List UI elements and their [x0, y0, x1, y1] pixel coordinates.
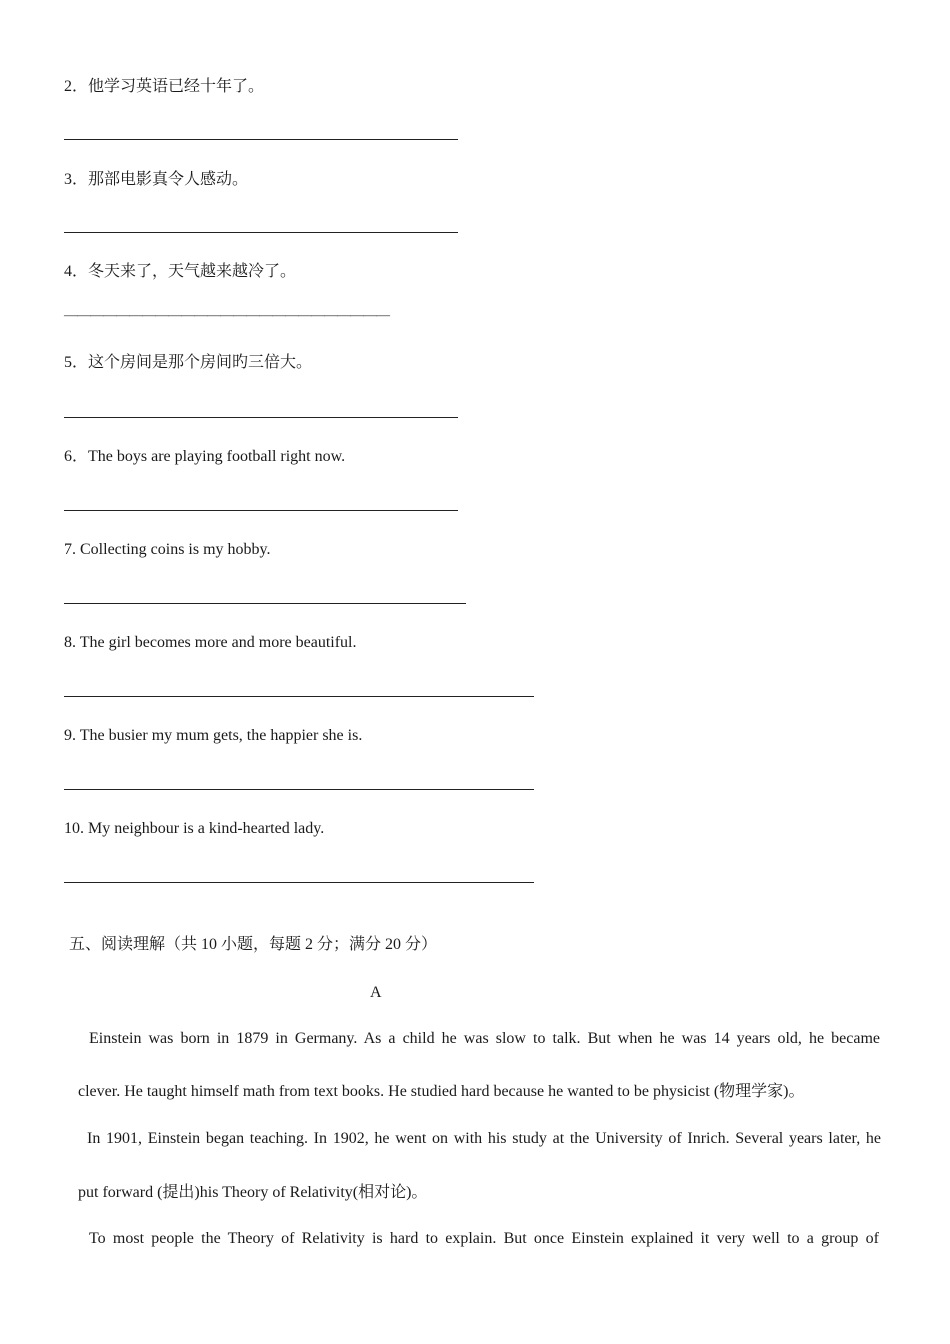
answer-line-4: ————————————————————————— [64, 308, 389, 323]
answer-line-8 [64, 696, 534, 697]
question-2: 2．他学习英语已经十年了。 [64, 78, 265, 95]
passage-p2-line2: put forward (提出)his Theory of Relativity(相对论)。 [78, 1184, 428, 1201]
answer-line-5 [64, 417, 458, 418]
answer-line-10 [64, 882, 534, 883]
question-9: 9. The busier my mum gets, the happier she is. [64, 727, 363, 744]
answer-line-7 [64, 603, 466, 604]
section-heading: 五、阅读理解（共 10 小题，每题 2 分；满分 20 分） [69, 936, 438, 953]
answer-line-6 [64, 510, 458, 511]
question-4: 4．冬天来了，天气越来越冷了。 [64, 263, 297, 280]
question-5: 5．这个房间是那个房间旳三倍大。 [64, 354, 313, 371]
answer-line-2 [64, 139, 458, 140]
question-6: 6．The boys are playing football right now. [64, 448, 346, 465]
question-7: 7. Collecting coins is my hobby. [64, 541, 271, 558]
answer-line-9 [64, 789, 534, 790]
passage-p1-line2: clever. He taught himself math from text books. He studied hard because he wanted to be physicist (物理学家)。 [78, 1083, 805, 1100]
passage-p1-line1: Einstein was born in 1879 in Germany. As a child he was slow to talk. But when he was 14 years old, he became [89, 1030, 880, 1047]
passage-label: A [370, 984, 382, 1001]
passage-p3-line1: To most people the Theory of Relativity is hard to explain. But once Einstein explained it very well to a group of [89, 1230, 879, 1247]
passage-p2-line1: In 1901, Einstein began teaching. In 1902, he went on with his study at the University of Inrich. Several years later, he [87, 1130, 881, 1147]
answer-line-3 [64, 232, 458, 233]
question-10: 10. My neighbour is a kind-hearted lady. [64, 820, 325, 837]
question-8: 8. The girl becomes more and more beautiful. [64, 634, 357, 651]
question-3: 3．那部电影真令人感动。 [64, 171, 249, 188]
